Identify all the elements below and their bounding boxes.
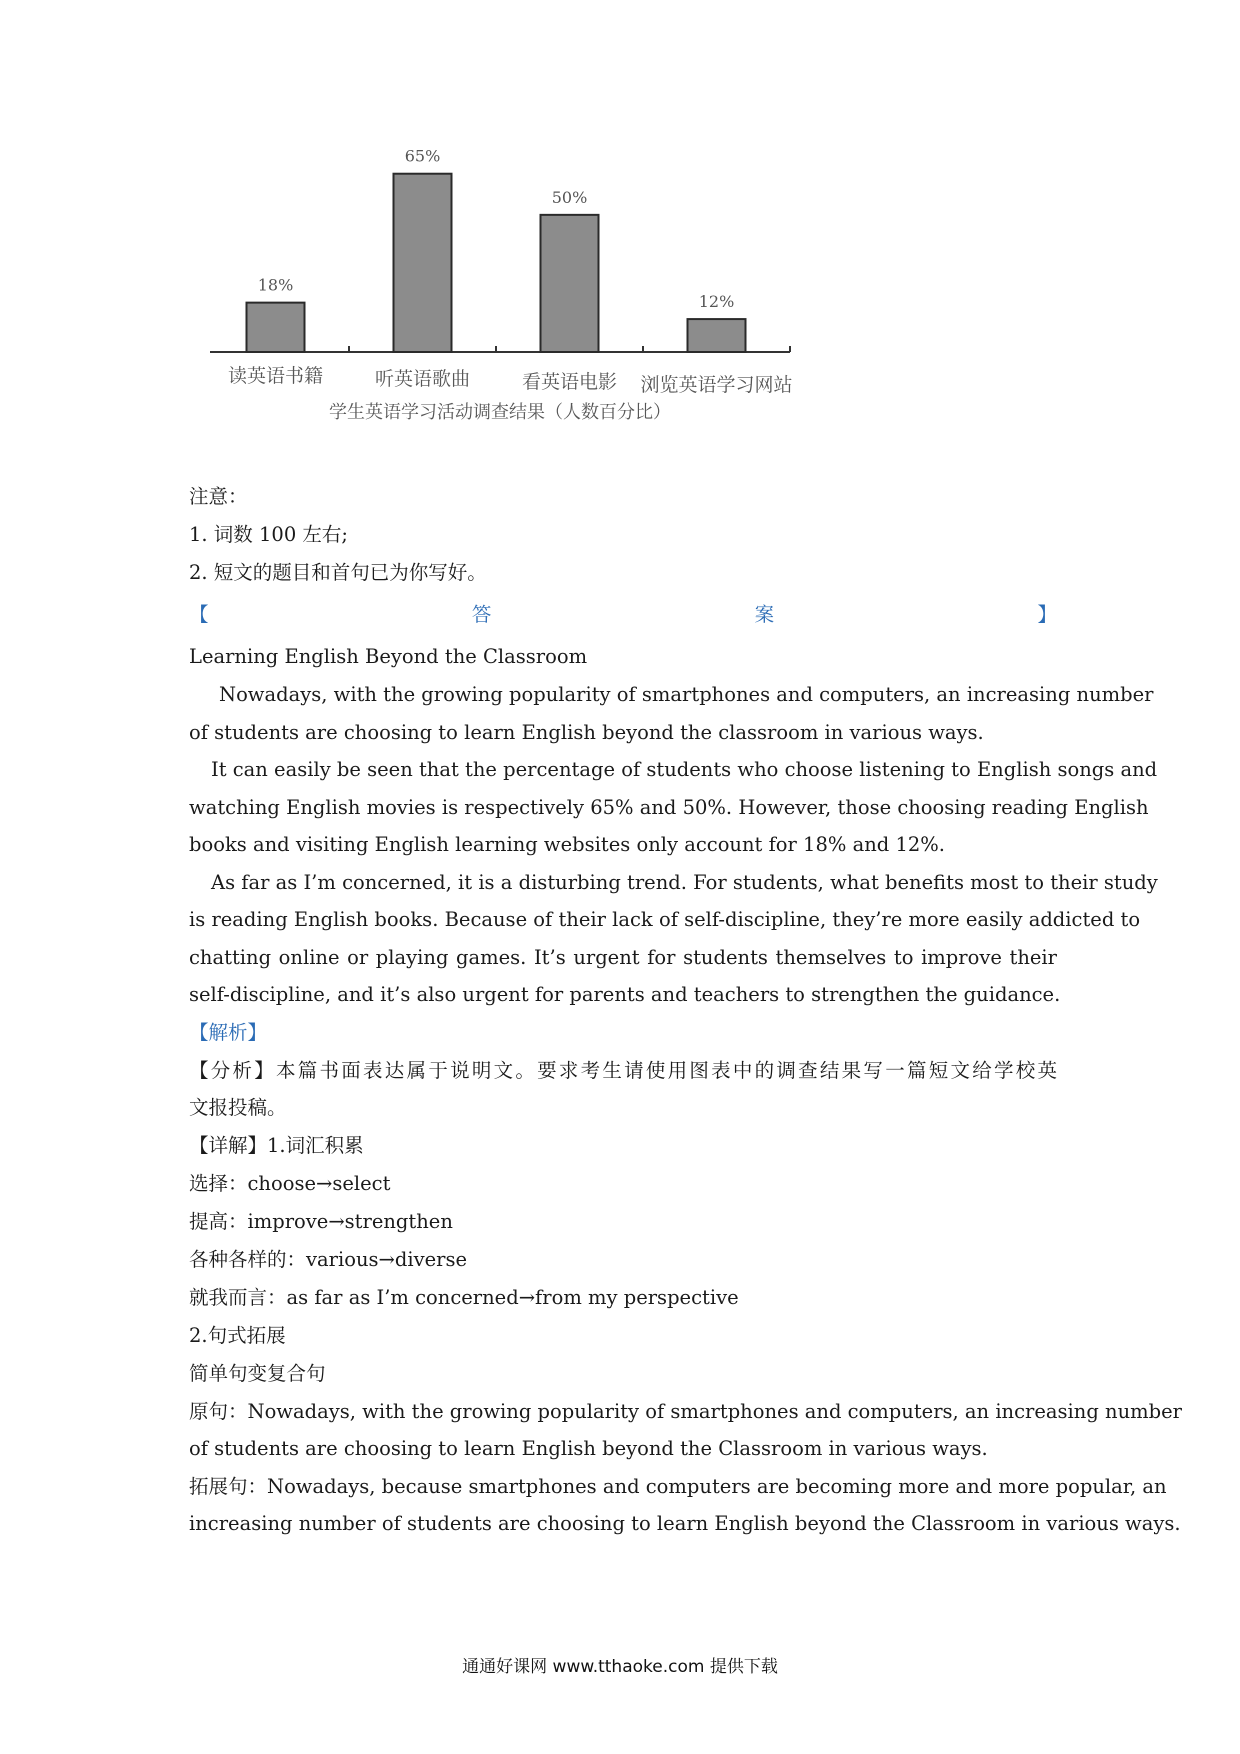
notes-heading: 注意： <box>189 485 248 508</box>
note-item-2: 2. 短文的题目和首句已为你写好。 <box>189 561 487 584</box>
essay-p3-line4: self-discipline, and it’s also urgent for parents and teachers to strengthen the guidance. <box>189 983 1061 1006</box>
section-2-subheading: 简单句变复合句 <box>189 1361 326 1385</box>
bar-1 <box>247 303 305 352</box>
essay-p2-line3: books and visiting English learning websites only account for 18% and 12%. <box>189 833 946 856</box>
expanded-sentence-line1: 拓展句：Nowadays, because smartphones and computers are becoming more and more popular, an <box>189 1474 1167 1498</box>
answer-char-2: 案 <box>754 603 775 626</box>
analysis-label: 【解析】 <box>189 1020 268 1044</box>
chart-canvas <box>210 140 930 480</box>
bar-2 <box>394 174 452 352</box>
vocab-item-3: 各种各样的：various→diverse <box>189 1247 467 1271</box>
bar-value-label: 18% <box>257 275 294 295</box>
bar-3 <box>541 215 599 352</box>
page-footer: 通通好课网 www.tthaoke.com 提供下载 <box>462 1657 778 1677</box>
original-sentence-line1: 原句：Nowadays, with the growing popularity of smartphones and computers, an increasing number <box>189 1399 1182 1423</box>
bar-value-label: 12% <box>698 292 735 312</box>
bar-value-label: 50% <box>551 187 588 207</box>
essay-p1-line2: of students are choosing to learn English beyond the classroom in various ways. <box>189 720 984 744</box>
vocab-item-4: 就我而言：as far as I’m concerned→from my perspective <box>189 1285 739 1309</box>
answer-label <box>189 592 1057 638</box>
note-item-1: 1. 词数 100 左右; <box>189 523 348 546</box>
chart-caption: 学生英语学习活动调查结果（人数百分比） <box>329 402 671 423</box>
analysis-fenxi-line2: 文报投稿。 <box>189 1096 287 1119</box>
answer-bracket-close: 】 <box>1037 603 1057 626</box>
section-2-heading: 2.句式拓展 <box>189 1323 286 1347</box>
answer-bracket-open: 【 <box>189 603 209 626</box>
category-label: 看英语电影 <box>521 371 618 393</box>
category-label: 听英语歌曲 <box>374 368 471 390</box>
bar-value-label: 65% <box>404 146 441 166</box>
document-body <box>189 478 1182 1543</box>
essay-p3-line2: is reading English books. Because of their lack of self-discipline, they’re more easily addicted to <box>189 908 1141 931</box>
analysis-fenxi-line1: 【分析】本篇书面表达属于说明文。要求考生请使用图表中的调查结果写一篇短文给学校英 <box>189 1058 1057 1082</box>
bar-4 <box>688 319 746 352</box>
vocab-item-1: 选择：choose→select <box>189 1171 391 1195</box>
vocab-item-2: 提高：improve→strengthen <box>189 1209 453 1233</box>
category-label: 浏览英语学习网站 <box>640 374 793 396</box>
answer-char-1: 答 <box>471 603 492 626</box>
analysis-xiangjie: 【详解】1.词汇积累 <box>189 1133 364 1157</box>
original-sentence-line2: of students are choosing to learn English beyond the Classroom in various ways. <box>189 1437 988 1460</box>
expanded-sentence-line2: increasing number of students are choosing to learn English beyond the Classroom in various ways. <box>189 1512 1181 1535</box>
essay-title: Learning English Beyond the Classroom <box>189 645 588 668</box>
category-label: 读英语书籍 <box>227 365 324 387</box>
essay-p1-line1: Nowadays, with the growing popularity of smartphones and computers, an increasing number <box>219 683 1154 706</box>
essay-p3-line3: chatting online or playing games. It’s urgent for students themselves to improve their <box>189 945 1057 969</box>
essay-p2-line1: It can easily be seen that the percentage of students who choose listening to English songs and <box>211 758 1158 781</box>
bar-chart <box>210 140 930 480</box>
essay-p3-line1: As far as I’m concerned, it is a disturbing trend. For students, what benefits most to their study <box>211 870 1158 894</box>
essay-p2-line2: watching English movies is respectively 65% and 50%. However, those choosing reading English <box>189 795 1149 819</box>
